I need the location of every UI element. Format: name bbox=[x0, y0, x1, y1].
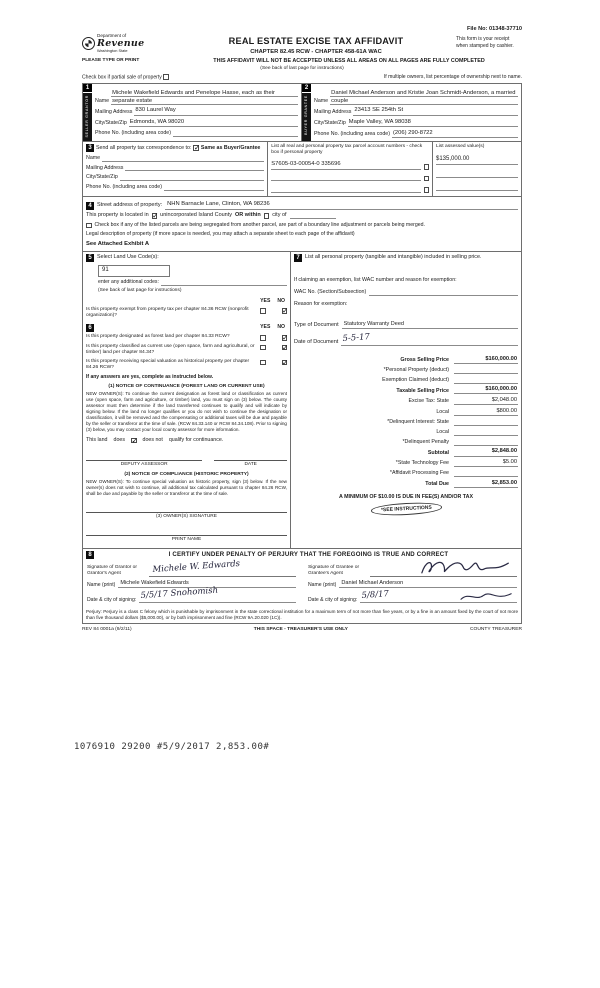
deputy-assessor-signature-line bbox=[86, 453, 202, 461]
current-use-yes-checkbox bbox=[260, 345, 266, 351]
perjury-statement: Perjury: Perjury is a class C felony which is punishable by imprisonment in the state correctional institution for a maximum term of not more than five years, or by a fine in an amount fixed by the court of not more than five thousand dollars ($5,000.00), or by both imprisonment and fine (RCW 9A.20.020 (1C)). bbox=[86, 609, 518, 621]
buyer-phone-label: Phone No. (including area code) bbox=[314, 131, 390, 138]
grantee-signature-scribble bbox=[419, 558, 515, 578]
grantor-print-name-label: Name (print) bbox=[87, 581, 116, 588]
fee-row: *State Technology Fee $5.00 bbox=[395, 458, 517, 467]
grantee-date-scribble bbox=[459, 590, 515, 603]
minimum-due-note: A MINIMUM OF $10.00 IS DUE IN FEE(S) AND/OR TAX bbox=[338, 494, 473, 501]
parcel-row bbox=[271, 186, 429, 193]
seller-address-value: 830 Laurel Way bbox=[134, 107, 298, 116]
certification-title: I CERTIFY UNDER PENALTY OF PERJURY THAT THE FOREGOING IS TRUE AND CORRECT bbox=[168, 551, 449, 559]
grantee-date-handwritten: 5/8/17 bbox=[361, 589, 390, 602]
treasurer-space-label: THIS SPACE - TREASURER'S USE ONLY bbox=[253, 627, 348, 633]
certification-section bbox=[82, 548, 522, 625]
seller-name-value: Michele Wakefield Edwards and Penelope Hasse, each as their separate estate bbox=[111, 89, 298, 105]
does-not-label: does not bbox=[142, 437, 163, 444]
yes-label: YES bbox=[260, 324, 271, 331]
county-label: unincorporated Island County bbox=[160, 212, 233, 219]
forest-land-question-row bbox=[86, 334, 287, 341]
print-name-label: PRINT NAME bbox=[171, 537, 202, 543]
excise-tax-affidavit-form bbox=[82, 26, 522, 634]
fee-row: Local $800.00 bbox=[436, 407, 517, 416]
seller-address-label: Mailing Address bbox=[95, 109, 133, 116]
fee-row: Taxable Selling Price $160,000.00 bbox=[396, 386, 517, 394]
fee-row: Local bbox=[294, 428, 518, 436]
wac-row bbox=[294, 289, 518, 296]
section-5-badge: 5 bbox=[86, 254, 94, 262]
rev-form-number: REV 84 0001a (9/2/11) bbox=[82, 627, 132, 633]
buyer-strip-label: BUYER GRANTEE bbox=[304, 95, 309, 136]
personal-property-label: List all personal property (tangible and intangible) included in selling price. bbox=[305, 254, 482, 261]
or-within-label: OR within bbox=[235, 212, 261, 219]
seller-phone-value bbox=[173, 130, 298, 137]
section-3 bbox=[82, 141, 522, 196]
notice-continuance-title: (1) NOTICE OF CONTINUANCE (FOREST LAND OR CURRENT USE) bbox=[108, 384, 265, 389]
additional-codes-row bbox=[98, 279, 287, 286]
assessed-value-blank bbox=[436, 171, 518, 178]
fee-row: Gross Selling Price $160,000.00 bbox=[400, 355, 517, 364]
personal-property-checkbox bbox=[424, 164, 430, 170]
correspondence-phone-field bbox=[86, 184, 264, 191]
parcel-row bbox=[271, 174, 429, 181]
doc-type-label: Type of Document bbox=[294, 321, 339, 328]
county-treasurer-label: COUNTY TREASURER bbox=[470, 627, 522, 633]
section-6-badge: 6 bbox=[86, 324, 94, 332]
seller-name-label: Name bbox=[95, 97, 110, 104]
located-pre-label: This property is located in bbox=[86, 212, 149, 219]
section-6-header bbox=[86, 324, 287, 332]
print-name-line bbox=[86, 528, 287, 536]
buyer-side-strip bbox=[302, 84, 311, 141]
parcel-number-blank bbox=[271, 186, 420, 193]
seller-city-field bbox=[95, 119, 298, 128]
additional-codes-label: enter any additional codes: bbox=[98, 278, 159, 285]
exempt-no-checkbox bbox=[282, 308, 288, 314]
section-3-badge: 3 bbox=[86, 144, 94, 152]
section-4-badge: 4 bbox=[86, 202, 94, 210]
city-checkbox bbox=[264, 213, 270, 219]
buyer-city-value: Maple Valley, WA 98038 bbox=[348, 119, 518, 128]
forest-no-checkbox bbox=[282, 335, 288, 341]
section-7-badge: 7 bbox=[294, 254, 302, 262]
land-use-code-box: 91 bbox=[98, 265, 170, 277]
street-address-label: Street address of property: bbox=[97, 202, 163, 209]
fee-row: *Affidavit Processing Fee bbox=[294, 470, 518, 478]
does-not-checkbox bbox=[131, 438, 137, 444]
parcel-number-value: S7605-03-00054-0 335696 bbox=[271, 161, 420, 170]
washington-state-label: Washington State bbox=[97, 48, 128, 54]
deputy-date-label: DATE bbox=[244, 462, 257, 468]
assessed-value: $135,000.00 bbox=[436, 156, 518, 165]
yes-label: YES bbox=[260, 297, 271, 304]
fee-row: Exemption Claimed (deduct) bbox=[294, 376, 518, 384]
no-label: NO bbox=[277, 324, 285, 331]
section5-see-back: (See back of last page for instructions) bbox=[98, 287, 182, 293]
file-number-label: File No: bbox=[466, 26, 488, 32]
reason-label: Reason for exemption: bbox=[294, 301, 348, 308]
form-subtitle: CHAPTER 82.45 RCW - CHAPTER 458-61A WAC bbox=[250, 49, 382, 56]
current-use-question-row bbox=[86, 344, 287, 356]
exempt-question-row bbox=[86, 307, 287, 319]
forest-land-question: Is this property designated as forest land per chapter 84.33 RCW? bbox=[86, 334, 230, 340]
section-8-badge: 8 bbox=[86, 551, 94, 559]
historic-yes-checkbox bbox=[260, 360, 266, 366]
buyer-address-label: Mailing Address bbox=[314, 109, 352, 116]
seller-city-value: Edmonds, WA 98020 bbox=[129, 119, 298, 128]
tax-computation-column bbox=[291, 252, 521, 547]
assessed-value-blank bbox=[436, 184, 518, 191]
segregated-row bbox=[86, 222, 518, 229]
fee-row: *Delinquent Interest: State bbox=[294, 418, 518, 426]
historic-no-checkbox bbox=[282, 360, 288, 366]
does-label: does bbox=[113, 437, 125, 444]
wac-value-line bbox=[369, 289, 518, 296]
section-2-badge: 2 bbox=[302, 84, 311, 93]
correspondence-phone-value bbox=[164, 184, 264, 191]
please-type-label: PLEASE TYPE OR PRINT bbox=[82, 58, 140, 64]
parties-section bbox=[82, 83, 522, 142]
grantee-print-name-value: Daniel Michael Anderson bbox=[339, 580, 517, 588]
owners-signature-label: (3) OWNER(S) SIGNATURE bbox=[156, 514, 217, 520]
city-of-label: city of bbox=[272, 212, 287, 219]
grantor-date-handwritten: 5/5/17 Snohomish bbox=[140, 585, 219, 602]
parcel-header: List all real and personal property tax parcel account numbers - check box if personal property bbox=[271, 144, 423, 156]
deputy-assessor-row bbox=[86, 453, 287, 468]
grantor-signature-label: Signature of Grantor or Grantor's Agent bbox=[87, 565, 138, 577]
seller-side-strip bbox=[83, 84, 92, 141]
assessed-value-header: List assessed value(s) bbox=[436, 144, 485, 150]
parcel-number-blank bbox=[271, 174, 420, 181]
grantor-date-label: Date & city of signing: bbox=[87, 596, 137, 603]
correspondence-city-label: City/State/Zip bbox=[86, 174, 118, 181]
wac-label: WAC No. (Section/Subsection) bbox=[294, 289, 367, 296]
buyer-grantee-block bbox=[302, 84, 521, 141]
correspondence-name-label: Name bbox=[86, 154, 101, 161]
seller-phone-field bbox=[95, 130, 298, 137]
notice-compliance-body: NEW OWNER(S): To continue special valuation as historic property, sign (3) below. If the new owner(s) does not wish to continue, all additional tax calculated pursuant to chapter 84.26 RCW, shall be due and payable by the seller or transferor at the time of sale. bbox=[86, 479, 287, 497]
grantor-print-name-value: Michele Wakefield Edwards bbox=[118, 580, 296, 588]
section-7-header bbox=[294, 254, 518, 262]
legal-description-row bbox=[86, 231, 518, 238]
section-4 bbox=[82, 196, 522, 253]
form-header bbox=[82, 34, 522, 56]
fee-row: *Delinquent Penalty bbox=[294, 438, 518, 446]
buyer-phone-field bbox=[314, 130, 518, 139]
land-use-column bbox=[83, 252, 291, 547]
legal-description-label: Legal description of property (if more space is needed, you may attach a separate sheet to each page of the affidavit) bbox=[86, 231, 355, 238]
fee-row: *Personal Property (deduct) bbox=[294, 366, 518, 374]
if-yes-note: If any answers are yes, complete as instructed below. bbox=[86, 374, 214, 380]
completion-warning: THIS AFFIDAVIT WILL NOT BE ACCEPTED UNLESS ALL AREAS ON ALL PAGES ARE FULLY COMPLETED bbox=[213, 57, 485, 64]
this-land-label: This land bbox=[86, 437, 108, 444]
deputy-assessor-label: DEPUTY ASSESSOR bbox=[120, 462, 168, 468]
seller-name-field bbox=[95, 89, 298, 105]
assessed-values-block bbox=[433, 142, 521, 195]
historic-question: Is this property receiving special valuation as historical property per chapter 84.26 RCW? bbox=[86, 358, 250, 370]
seller-phone-label: Phone No. (including area code) bbox=[95, 129, 171, 136]
exempt-question: Is this property exempt from property tax per chapter 84.36 RCW (nonprofit organization)? bbox=[86, 307, 249, 319]
correspondence-name-field bbox=[86, 155, 264, 162]
legal-description-value: See Attached Exhibit A bbox=[86, 240, 150, 247]
form-footer bbox=[82, 627, 522, 633]
grantee-signature-label: Signature of Grantee or Grantee's Agent bbox=[308, 565, 360, 577]
correspondence-city-field bbox=[86, 174, 264, 181]
correspondence-address-field bbox=[86, 164, 264, 171]
street-address-row bbox=[86, 201, 518, 210]
doc-date-row bbox=[294, 334, 518, 346]
file-number-value: 01348-37710 bbox=[489, 26, 522, 32]
land-use-label: Select Land Use Code(s): bbox=[97, 254, 159, 261]
section-5-header bbox=[86, 254, 287, 262]
fee-row: Excise Tax: State $2,048.00 bbox=[408, 396, 517, 405]
section-1-badge: 1 bbox=[83, 84, 92, 93]
personal-property-checkbox bbox=[424, 176, 430, 182]
buyer-phone-value: (206) 290-8722 bbox=[392, 130, 518, 139]
buyer-name-field bbox=[314, 89, 518, 105]
grantee-signature-block bbox=[308, 561, 517, 603]
forest-yes-checkbox bbox=[260, 335, 266, 341]
continuance-line bbox=[86, 437, 287, 444]
form-title: REAL ESTATE EXCISE TAX AFFIDAVIT bbox=[228, 36, 404, 47]
located-in-row bbox=[86, 212, 518, 219]
no-label: NO bbox=[277, 297, 285, 304]
buyer-city-label: City/State/Zip bbox=[314, 120, 346, 127]
fee-row: Total Due $2,853.00 bbox=[425, 479, 517, 488]
owners-signature-line bbox=[86, 505, 287, 513]
street-address-value: NHN Barnacle Lane, Clinton, WA 98236 bbox=[165, 201, 518, 210]
correspondence-phone-label: Phone No. (including area code) bbox=[86, 183, 162, 190]
historic-question-row bbox=[86, 359, 287, 371]
buyer-address-value: 23413 SE 254th St bbox=[353, 107, 518, 116]
current-use-question: Is this property classified as current use (open space, farm and agricultural, or timber) land per chapter 84.34? bbox=[86, 343, 255, 355]
correspondence-city-value bbox=[120, 174, 264, 181]
dept-of-label: Department of bbox=[97, 33, 127, 39]
revenue-wordmark: Revenue bbox=[97, 38, 145, 50]
see-back-note: (See back of last page for instructions) bbox=[260, 65, 344, 71]
correspondence-address-label: Mailing Address bbox=[86, 164, 124, 171]
fee-row: Subtotal $2,848.00 bbox=[427, 448, 517, 456]
doc-type-row bbox=[294, 321, 518, 329]
seller-grantor-block bbox=[83, 84, 302, 141]
correspondence-name-value bbox=[102, 155, 264, 162]
doc-date-handwritten: 5-5-17 bbox=[342, 332, 371, 345]
exemption-claim-label: If claiming an exemption, list WAC number and reason for exemption: bbox=[294, 277, 457, 284]
file-number bbox=[82, 26, 522, 33]
main-columns bbox=[82, 251, 522, 548]
qualify-label: qualify for continuance. bbox=[168, 437, 224, 444]
buyer-name-label: Name bbox=[314, 97, 329, 104]
grantee-date-label: Date & city of signing: bbox=[308, 596, 358, 603]
exempt-yes-checkbox bbox=[260, 308, 266, 314]
send-correspondence-label: Send all property tax correspondence to: bbox=[96, 144, 192, 151]
partial-sale-checkbox bbox=[163, 74, 169, 80]
seller-strip-label: SELLER GRANTOR bbox=[85, 95, 90, 138]
doc-date-label: Date of Document bbox=[294, 338, 339, 345]
tax-correspondence-block bbox=[83, 142, 268, 195]
partial-sale-label: Check box if partial sale of property bbox=[82, 74, 162, 81]
owners-signature-block bbox=[86, 505, 287, 520]
parcel-numbers-block bbox=[268, 142, 433, 195]
grantor-signature-handwritten: Michele W. Edwards bbox=[152, 558, 241, 575]
treasurer-stamp-line: 1076910 29200 #5/9/2017 2,853.00# bbox=[74, 742, 270, 752]
seller-city-label: City/State/Zip bbox=[95, 120, 127, 127]
doc-type-value: Statutory Warranty Deed bbox=[342, 321, 518, 329]
seller-address-field bbox=[95, 107, 298, 116]
current-use-no-checkbox bbox=[282, 345, 288, 351]
parcel-row bbox=[271, 161, 429, 170]
print-name-block bbox=[86, 528, 287, 543]
segregated-label: Check box if any of the listed parcels are being segregated from another parcel, are part of a boundary line adjustment or parcels being merged. bbox=[94, 221, 425, 228]
see-instructions-stamp: *SEE INSTRUCTIONS bbox=[370, 501, 441, 516]
notice-continuance-body: NEW OWNER(S): To continue the current designation as forest land or classification as current use (open space, farm and agriculture, or timber) land, you must sign on (3) below. The county assessor must then determine if the land transferred continues to qualify and will indicate by signing below. If the land no longer qualifies or you do not wish to continue the designation or classification, it will be removed and the compensating or additional taxes will be due and payable by the seller or transferor at the time of sale. (RCW 84.33.140 or RCW 84.34.108). Prior to signing (3) below, you may contact your local county assessor for more information. bbox=[86, 391, 287, 433]
correspondence-address-value bbox=[125, 164, 264, 171]
dor-logo bbox=[82, 34, 176, 53]
yes-no-header-5 bbox=[86, 298, 287, 305]
same-as-buyer-checkbox bbox=[193, 145, 199, 151]
city-of-value bbox=[290, 212, 336, 219]
segregated-checkbox bbox=[86, 223, 92, 229]
receipt-note: This form is your receipt when stamped by cashier. bbox=[456, 36, 514, 49]
buyer-city-field bbox=[314, 119, 518, 128]
grantor-signature-block bbox=[87, 558, 296, 603]
unincorporated-county-checkbox bbox=[152, 213, 158, 219]
fee-table bbox=[294, 353, 518, 488]
personal-property-checkbox bbox=[424, 187, 430, 193]
deputy-date-line bbox=[214, 453, 287, 461]
multiple-owners-note: If multiple owners, list percentage of ownership next to name. bbox=[383, 74, 522, 81]
additional-codes-line bbox=[161, 280, 287, 286]
buyer-name-value: Daniel Michael Anderson and Kristie Joan Schmidt-Anderson, a married couple bbox=[330, 89, 518, 105]
notice-compliance-title: (2) NOTICE OF COMPLIANCE (HISTORIC PROPERTY) bbox=[124, 471, 249, 477]
buyer-address-field bbox=[314, 107, 518, 116]
dor-seal-icon bbox=[82, 37, 95, 50]
same-as-buyer-label: Same as Buyer/Grantee bbox=[200, 144, 261, 151]
grantee-print-name-label: Name (print) bbox=[308, 581, 337, 588]
